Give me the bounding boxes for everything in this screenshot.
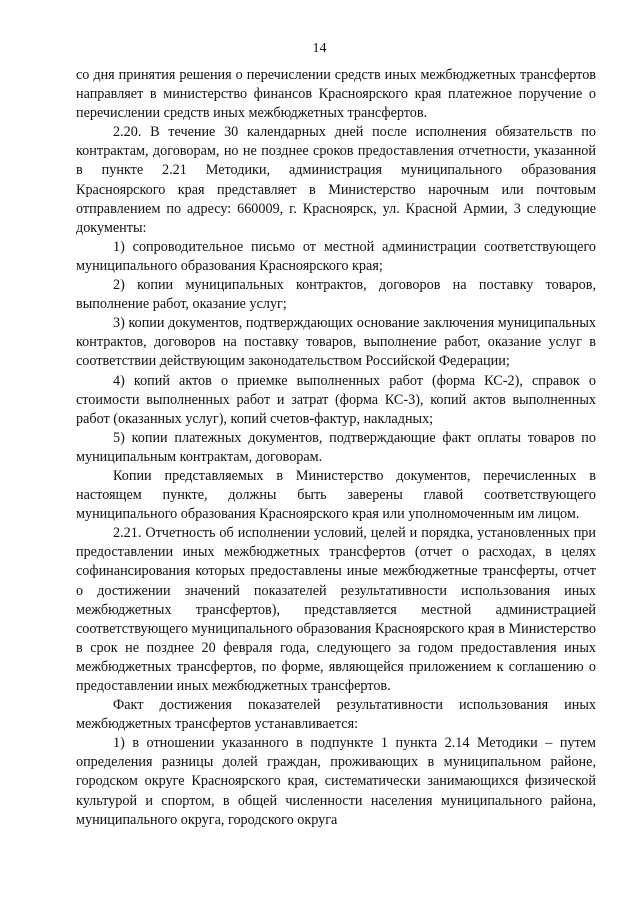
list-item: 1) в отношении указанного в подпункте 1 пункта 2.14 Методики – путем определения разницы долей граждан, проживающих в муниципальном районе, городском округе Красноярского края, систематически занимающихся физической культурой и спортом, в общей численности населения муниципального района, муниципального округа, городского округа [76, 735, 596, 828]
document-body [76, 66, 596, 830]
paragraph: Копии представляемых в Министерство документов, перечисленных в настоящем пункте, должны быть заверены главой соответствующего муниципального образования Красноярского края или уполномоченным им лицом. [76, 467, 596, 523]
paragraph: со дня принятия решения о перечислении средств иных межбюджетных трансфертов направляет в министерство финансов Красноярского края платежное поручение о перечислении средств иных межбюджетных трансфертов. [76, 67, 596, 122]
list-item: 4) копий актов о приемке выполненных работ (форма КС-2), справок о стоимости выполненных работ и затрат (форма КС-3), копий актов выполненных работ (оказанных услуг), копий счетов-фактур, накладных; [76, 372, 596, 427]
paragraph: 2.20. В течение 30 календарных дней после исполнения обязательств по контрактам, договорам, но не позднее сроков предоставления отчетности, указанной в пункте 2.21 Методики, администрация муниципального образования Красноярского края представляет в Министерство нарочным или почтовым отправлением по адресу: 660009, г. Красноярск, ул. Красной Армии, 3 следующие документы: [76, 124, 596, 236]
list-item: 2) копии муниципальных контрактов, договоров на поставку товаров, выполнение работ, оказание услуг; [76, 277, 596, 313]
paragraph: Факт достижения показателей результативности использования иных межбюджетных трансфертов устанавливается: [76, 697, 596, 733]
list-item: 5) копии платежных документов, подтверждающие факт оплаты товаров по муниципальным контрактам, договорам. [76, 429, 596, 465]
list-item: 3) копии документов, подтверждающих основание заключения муниципальных контрактов, договоров на поставку товаров, выполнение работ, оказание услуг в соответствии действующим законодательством Российской Федерации; [76, 315, 596, 370]
page-number: 14 [312, 41, 327, 56]
list-item: 1) сопроводительное письмо от местной администрации соответствующего муниципального образования Красноярского края; [76, 238, 596, 274]
paragraph: 2.21. Отчетность об исполнении условий, целей и порядка, установленных при предоставлении иных межбюджетных трансфертов (отчет о расходах, в целях софинансирования которых предоставлены иные межбюджетные трансферты, отчет о достижении значений показателей результативности использования иных межбюджетных трансфертов), представляется местной администрацией соответствующего муниципального образования Красноярского края в Министерство в срок не позднее 20 февраля года, следующего за годом предоставления иных межбюджетных трансфертов, по форме, являющейся приложением к соглашению о предоставлении иных межбюджетных трансфертов. [76, 525, 596, 694]
